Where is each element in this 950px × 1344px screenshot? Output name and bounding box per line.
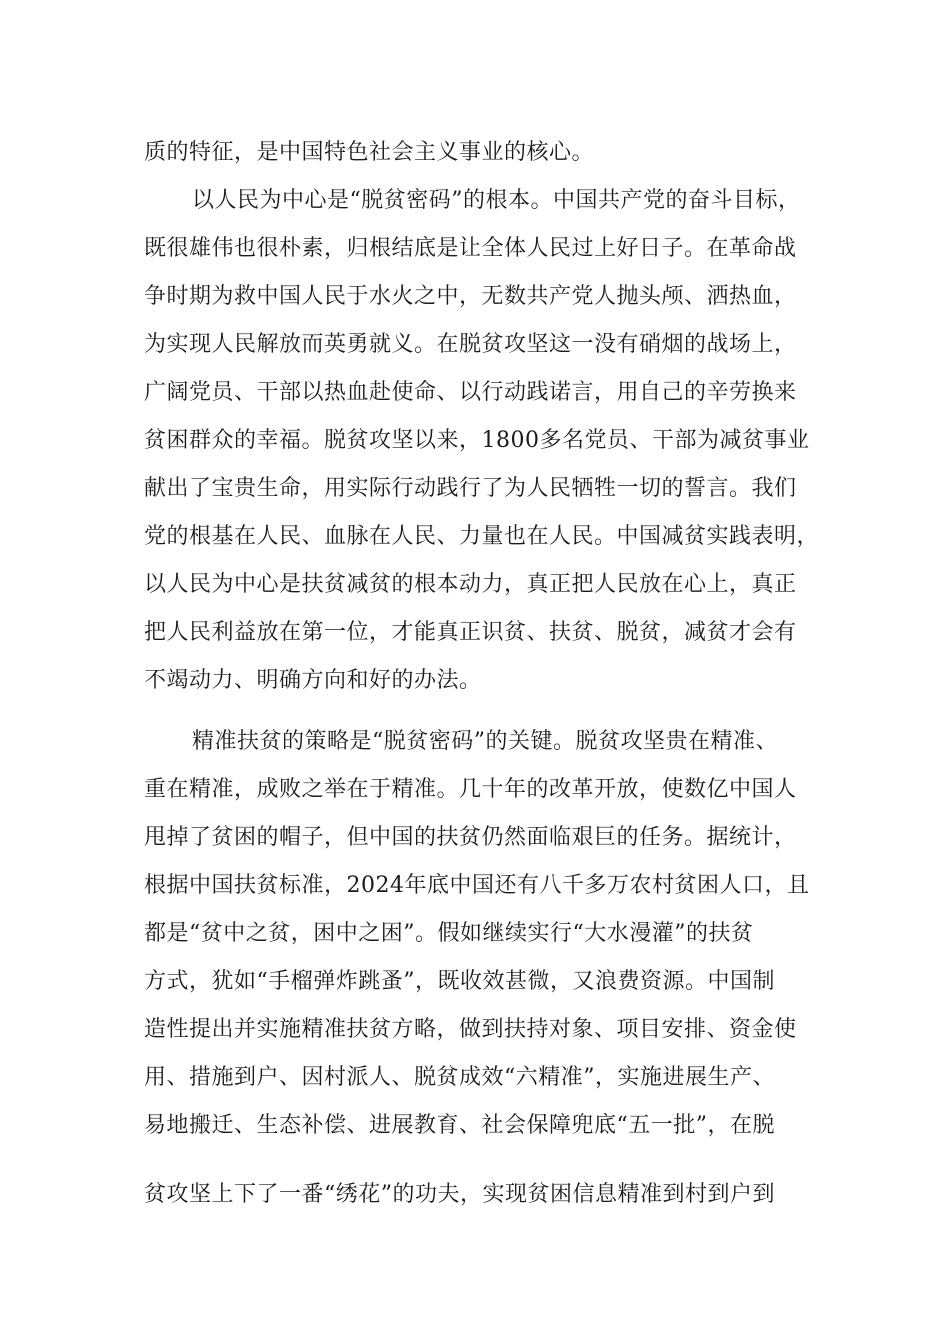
text-line: 为实现人民解放而英勇就义。在脱贫攻坚这一没有硝烟的战场上， (144, 332, 797, 357)
text-line: 不竭动力、明确方向和好的办法。 (144, 668, 482, 693)
paragraph-first-line: 以人民为中心是“脱贫密码”的根本。中国共产党的奋斗目标， (192, 188, 801, 213)
text-line: 都是“贫中之贫，困中之困”。假如继续实行“大水漫灌”的扶贫 (144, 921, 754, 946)
text-line: 质的特征，是中国特色社会主义事业的核心。 (144, 140, 595, 165)
text-line: 易地搬迁、生态补偿、进展教育、社会保障兜底“五一批”，在脱 (144, 1113, 775, 1138)
text-line: 用、措施到户、因村派人、脱贫成效“六精准”，实施进展生产、 (144, 1065, 775, 1090)
text-line: 党的根基在人民、血脉在人民、力量也在人民。中国减贫实践表明， (144, 524, 820, 549)
text-line: 方式，犹如“手榴弹炸跳蚤”，既收效甚微，又浪费资源。中国制 (144, 969, 775, 994)
text-line: 献出了宝贵生命，用实际行动践行了为人民牺牲一切的誓言。我们 (144, 476, 797, 501)
text-line: 贫攻坚上下了一番“绣花”的功夫，实现贫困信息精准到村到户到 (144, 1182, 775, 1207)
text-line: 根据中国扶贫标准，2024年底中国还有八千多万农村贫困人口，且 (144, 873, 810, 898)
text-line: 贫困群众的幸福。脱贫攻坚以来，1800多名党员、干部为减贫事业 (144, 428, 810, 453)
text-line: 甩掉了贫困的帽子，但中国的扶贫仍然面临艰巨的任务。据统计， (144, 825, 797, 850)
text-line: 造性提出并实施精准扶贫方略，做到扶持对象、项目安排、资金使 (144, 1017, 797, 1042)
text-line: 重在精准，成败之举在于精准。几十年的改革开放，使数亿中国人 (144, 777, 797, 802)
text-line: 把人民利益放在第一位，才能真正识贫、扶贫、脱贫，减贫才会有 (144, 620, 797, 645)
text-line: 以人民为中心是扶贫减贫的根本动力，真正把人民放在心上，真正 (144, 572, 797, 597)
paragraph-first-line: 精准扶贫的策略是“脱贫密码”的关键。脱贫攻坚贵在精准、 (192, 729, 778, 754)
text-line: 既很雄伟也很朴素，归根结底是让全体人民过上好日子。在革命战 (144, 236, 797, 261)
text-line: 争时期为救中国人民于水火之中，无数共产党人抛头颅、洒热血， (144, 284, 797, 309)
text-line: 广阔党员、干部以热血赴使命、以行动践诺言，用自己的辛劳换来 (144, 380, 797, 405)
